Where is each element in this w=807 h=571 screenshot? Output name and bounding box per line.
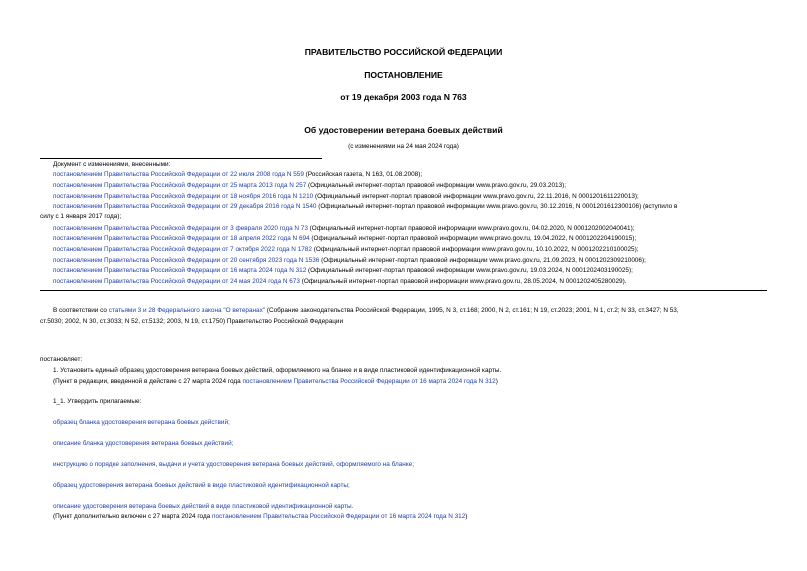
appendix-link[interactable]: описание удостоверения ветерана боевых действий в виде пластиковой идентификационной карты. [53, 503, 354, 510]
resolves-word: постановляет: [40, 356, 83, 363]
amendment-item: постановлением Правительства Российской Федерации от 16 марта 2024 года N 312 (Официальный интернет-портал правовой информации www.pravo.gov.ru, 19.03.2024, N 0001202403190025); [53, 267, 633, 274]
law-link[interactable]: Федерального закона "О ветеранах" [157, 307, 266, 314]
amendment-link[interactable]: постановлением Правительства Российской Федерации от 3 февраля 2020 года N 73 [53, 225, 308, 232]
amendment-link[interactable]: постановлением Правительства Российской Федерации от 16 марта 2024 года N 312 [53, 267, 307, 274]
preamble-line: В соответствии со статьями 3 и 28 Федерального закона "О ветеранах" (Собрание законодательства Российской Федерации, 1995, N 3, ст.168; 2000, N 2, ст.161; N 19, ст.2023; 2001, N 1, ст.2; N 33, ст.3427; N 53, [53, 307, 679, 314]
amendment-item: постановлением Правительства Российской Федерации от 3 февраля 2020 года N 73 (Официальный интернет-портал правовой информации www.pravo.gov.ru, 04.02.2020, N 0001202002040041); [53, 225, 635, 232]
amendment-item: постановлением Правительства Российской Федерации от 24 мая 2024 года N 673 (Официальный интернет-портал правовой информации www.pravo.gov.ru, 28.05.2024, N 0001202405280029). [53, 278, 627, 285]
document-type-heading: ПОСТАНОВЛЕНИЕ [364, 70, 443, 80]
amendments-intro: Документ с изменениями, внесенными: [53, 161, 171, 168]
amendment-item: постановлением Правительства Российской Федерации от 18 ноября 2016 года N 1210 (Официальный интернет-портал правовой информации www.pravo.gov.ru, 22.11.2016, N 0001201611220013); [53, 193, 639, 200]
amendment-link[interactable]: постановлением Правительства Российской Федерации от 22 июля 2008 года N 559 [53, 171, 304, 178]
amendment-item: постановлением Правительства Российской Федерации от 20 сентября 2023 года N 1536 (Официальный интернет-портал правовой информации www.pravo.gov.ru, 21.09.2023, N 0001202309210006); [53, 257, 646, 264]
amendment-item: постановлением Правительства Российской Федерации от 25 марта 2013 года N 257 (Официальный интернет-портал правовой информации www.pravo.gov.ru, 29.03.2013); [53, 182, 567, 189]
amendment-link[interactable]: постановлением Правительства Российской Федерации от 7 октября 2022 года N 1782 [53, 246, 312, 253]
document-date-heading: от 19 декабря 2003 года N 763 [340, 92, 467, 102]
amendment-link[interactable]: постановлением Правительства Российской Федерации от 20 сентября 2023 года N 1536 [53, 257, 320, 264]
law-articles-link[interactable]: статьями 3 и 28 [108, 307, 156, 314]
appendix-link[interactable]: описание бланка удостоверения ветерана боевых действий; [53, 440, 234, 447]
clause-1-note: (Пункт в редакции, введенной в действие с 27 марта 2024 года постановлением Правительства Российской Федерации от 16 марта 2024 года N 312) [53, 378, 498, 385]
clause-1: 1. Установить единый образец удостоверения ветерана боевых действий, оформляемого на бланке и в виде пластиковой идентификационной карты. [53, 367, 502, 374]
clause-1-amendment-link[interactable]: постановлением Правительства Российской Федерации от 16 марта 2024 года N 312 [242, 378, 496, 385]
amendment-link[interactable]: постановлением Правительства Российской Федерации от 18 ноября 2016 года N 1210 [53, 193, 314, 200]
amendment-item-continuation: силу с 1 января 2017 года); [40, 213, 122, 220]
issuer-heading: ПРАВИТЕЛЬСТВО РОССИЙСКОЙ ФЕДЕРАЦИИ [304, 47, 503, 57]
amendment-note: (с изменениями на 24 мая 2024 года) [348, 143, 459, 150]
appendix-link[interactable]: образец бланка удостоверения ветерана боевых действий; [53, 419, 230, 426]
top-divider [40, 158, 322, 159]
amendment-link[interactable]: постановлением Правительства Российской Федерации от 24 мая 2024 года N 673 [53, 278, 300, 285]
amendment-item: постановлением Правительства Российской Федерации от 22 июля 2008 года N 559 (Российская газета, N 163, 01.08.2008); [53, 171, 423, 178]
amendment-item: постановлением Правительства Российской Федерации от 18 апреля 2022 года N 694 (Официальный интернет-портал правовой информации www.pravo.gov.ru, 19.04.2022, N 0001202204190015); [53, 235, 637, 242]
clause-1-1-amendment-link[interactable]: постановлением Правительства Российской Федерации от 16 марта 2024 года N 312 [212, 513, 466, 520]
amendment-item: постановлением Правительства Российской Федерации от 7 октября 2022 года N 1782 (Официальный интернет-портал правовой информации www.pravo.gov.ru, 10.10.2022, N 0001202210100025); [53, 246, 639, 253]
amendment-link[interactable]: постановлением Правительства Российской Федерации от 18 апреля 2022 года N 694 [53, 235, 310, 242]
clause-1-1-note: (Пункт дополнительно включен с 27 марта 2024 года постановлением Правительства Российской Федерации от 16 марта 2024 года N 312) [53, 513, 468, 520]
document-title: Об удостоверении ветерана боевых действий [304, 125, 503, 135]
amendment-link[interactable]: постановлением Правительства Российской Федерации от 29 декабря 2016 года N 1540 [53, 203, 317, 210]
amendment-item: постановлением Правительства Российской Федерации от 29 декабря 2016 года N 1540 (Официальный интернет-портал правовой информации www.pravo.gov.ru, 30.12.2016, N 0001201612300106) (вступило в [53, 203, 678, 210]
clause-1-1: 1_1. Утвердить прилагаемые: [53, 398, 142, 405]
amendment-link[interactable]: постановлением Правительства Российской Федерации от 25 марта 2013 года N 257 [53, 182, 307, 189]
bottom-divider [40, 290, 767, 291]
appendix-link[interactable]: инструкцию о порядке заполнения, выдачи и учета удостоверения ветерана боевых действий, оформляемого на бланке; [53, 461, 414, 468]
preamble-continuation: ст.5030; 2002, N 30, ст.3033; N 52, ст.5132; 2003, N 19, ст.1750) Правительство Российской Федерации [40, 318, 344, 325]
appendix-link[interactable]: образец удостоверения ветерана боевых действий в виде пластиковой идентификационной карты; [53, 482, 350, 489]
